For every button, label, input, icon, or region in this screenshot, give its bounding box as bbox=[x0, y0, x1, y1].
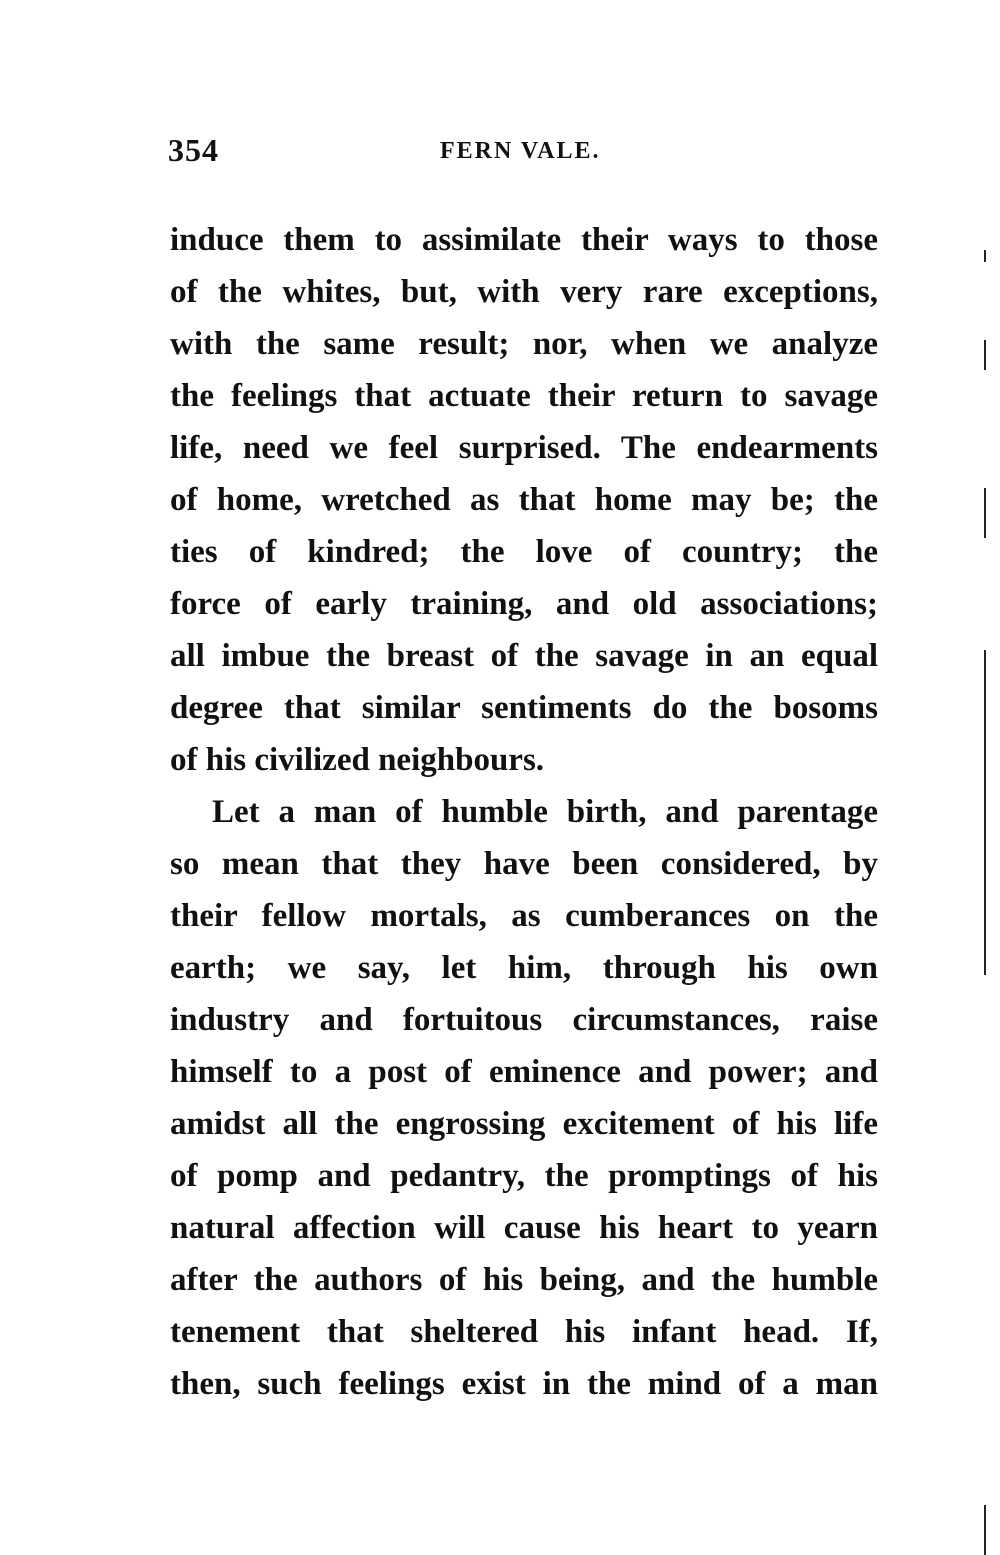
scan-edge-mark bbox=[984, 250, 986, 262]
text-line: the feelings that actuate their return to savage bbox=[170, 378, 878, 414]
text-line: of the whites, but, with very rare exceptions, bbox=[170, 274, 878, 310]
text-line: of pomp and pedantry, the promptings of his bbox=[170, 1158, 878, 1194]
text-line: himself to a post of eminence and power; and bbox=[170, 1054, 878, 1090]
scan-edge-mark bbox=[984, 650, 986, 975]
text-line: earth; we say, let him, through his own bbox=[170, 950, 878, 986]
text-line: tenement that sheltered his infant head. If, bbox=[170, 1314, 878, 1350]
text-line: degree that similar sentiments do the bosoms bbox=[170, 690, 878, 726]
running-title: FERN VALE. bbox=[440, 138, 601, 164]
text-line: their fellow mortals, as cumberances on the bbox=[170, 898, 878, 934]
scan-edge-mark bbox=[984, 340, 986, 370]
text-line: Let a man of humble birth, and parentage bbox=[212, 794, 878, 830]
text-line: with the same result; nor, when we analyze bbox=[170, 326, 878, 362]
text-line: induce them to assimilate their ways to those bbox=[170, 222, 878, 258]
text-line: ties of kindred; the love of country; the bbox=[170, 534, 878, 570]
paragraph-2 bbox=[170, 786, 878, 1410]
text-line: after the authors of his being, and the humble bbox=[170, 1262, 878, 1298]
scan-edge-mark bbox=[984, 488, 986, 538]
scan-edge-mark bbox=[984, 1505, 986, 1555]
text-line: so mean that they have been considered, by bbox=[170, 846, 878, 882]
text-line: natural affection will cause his heart to yearn bbox=[170, 1210, 878, 1246]
paragraph-1 bbox=[170, 214, 878, 786]
text-line: then, such feelings exist in the mind of a man bbox=[170, 1366, 878, 1402]
text-line: all imbue the breast of the savage in an equal bbox=[170, 638, 878, 674]
text-line: of home, wretched as that home may be; the bbox=[170, 482, 878, 518]
page-number: 354 bbox=[168, 132, 219, 168]
text-line: industry and fortuitous circumstances, raise bbox=[170, 1002, 878, 1038]
page-body bbox=[170, 214, 878, 1410]
text-line: of his civilized neighbours. bbox=[170, 742, 545, 778]
text-line: life, need we feel surprised. The endearments bbox=[170, 430, 878, 466]
text-line: force of early training, and old associations; bbox=[170, 586, 878, 622]
text-line: amidst all the engrossing excitement of his life bbox=[170, 1106, 878, 1142]
